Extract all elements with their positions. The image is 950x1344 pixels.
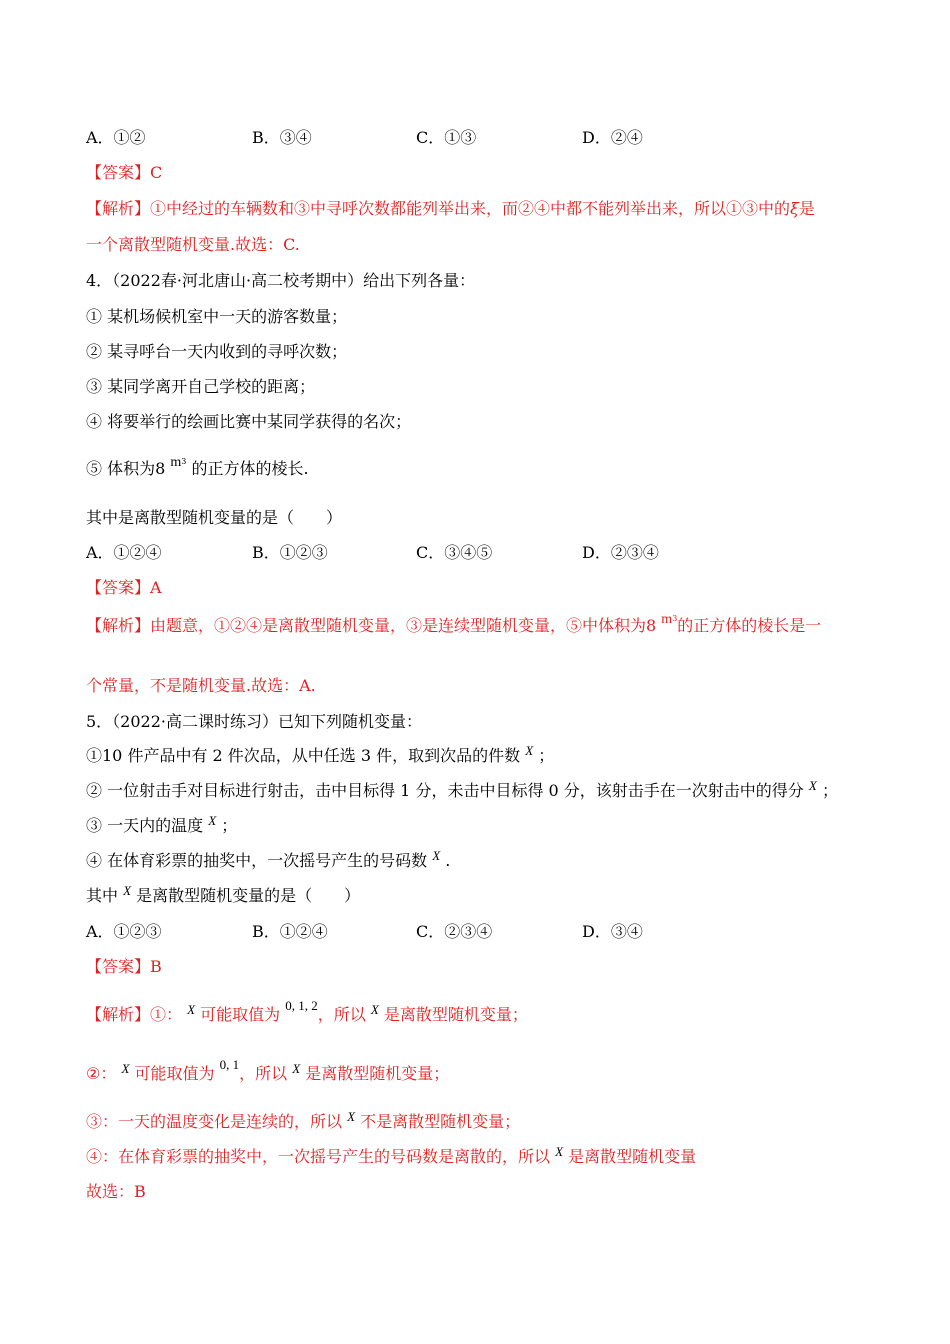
- q5-answer: 【答案】B: [86, 957, 162, 976]
- q4-analysis-line2: 个常量，不是随机变量.故选：A.: [86, 676, 316, 695]
- q5-conclusion: 故选：B: [86, 1182, 146, 1201]
- q4-option-c: C．③④⑤: [416, 543, 493, 562]
- q4-item-2: ② 某寻呼台一天内收到的寻呼次数；: [86, 342, 348, 361]
- q4-item-4: ④ 将要举行的绘画比赛中某同学获得的名次；: [86, 412, 412, 431]
- var-x: X: [808, 778, 817, 793]
- q3-analysis-text: 【解析】①中经过的车辆数和③中寻呼次数都能列举出来，而②④中都不能列举出来，所以①③中的: [86, 199, 791, 218]
- q4-item5-unit: m: [170, 455, 182, 470]
- q4-analysis-exp: 3: [672, 614, 678, 623]
- q5-a2-pre: ②：: [86, 1064, 117, 1083]
- q4-analysis-line1: [86, 612, 822, 640]
- q4-item5-post: 的正方体的棱长.: [191, 459, 309, 478]
- q5-question-post: 是离散型随机变量的是（ ）: [136, 886, 361, 905]
- q4-item-1: ① 某机场候机室中一天的游客数量；: [86, 307, 348, 326]
- q5-a4-post: 是离散型随机变量: [568, 1147, 697, 1166]
- q3-analysis-line2: 一个离散型随机变量.故选：C.: [86, 235, 300, 254]
- q5-a1-pre: 【解析】①：: [86, 1005, 183, 1024]
- q4-stem: 4．（2022春·河北唐山·高二校考期中）给出下列各量：: [86, 271, 476, 290]
- q5-item-2: [86, 780, 838, 803]
- q4-answer: 【答案】A: [86, 578, 162, 597]
- q5-analysis-4: [86, 1146, 696, 1169]
- q5-analysis-3: [86, 1111, 520, 1134]
- q5-item-1: [86, 745, 554, 768]
- q5-item3-text: ③ 一天内的温度: [86, 816, 204, 835]
- q5-item-3: [86, 815, 237, 838]
- q4-question: 其中是离散型随机变量的是（ ）: [86, 508, 343, 527]
- q5-a1-values: 0, 1, 2: [285, 998, 318, 1013]
- q5-option-d: D．③④: [582, 922, 643, 941]
- q4-option-b: B．①②③: [252, 543, 328, 562]
- q4-option-a: A．①②④: [86, 543, 162, 562]
- q5-item4-text: ④ 在体育彩票的抽奖中，一次摇号产生的号码数: [86, 851, 428, 870]
- q3-option-a: A．①②: [86, 128, 146, 147]
- var-x: X: [187, 1002, 196, 1017]
- var-x: X: [208, 813, 217, 828]
- q5-a2-post: 是离散型随机变量；: [305, 1064, 450, 1083]
- q5-question-pre: 其中: [86, 886, 119, 905]
- var-x: X: [123, 883, 132, 898]
- var-x: X: [292, 1061, 301, 1076]
- xi-symbol: ξ: [790, 199, 799, 218]
- q5-item3-end: ；: [221, 816, 238, 835]
- q4-analysis-text: 【解析】由题意，①②④是离散型随机变量，③是连续型随机变量，⑤中体积为: [86, 616, 647, 635]
- q4-item-5: [86, 455, 309, 483]
- q5-question: [86, 885, 360, 908]
- var-x: X: [555, 1144, 564, 1159]
- var-x: X: [370, 1002, 379, 1017]
- q4-analysis-post: 的正方体的棱长是一: [677, 616, 822, 635]
- q4-item5-num: 8: [155, 459, 166, 478]
- q5-item2-end: ；: [821, 781, 838, 800]
- var-x: X: [347, 1109, 356, 1124]
- var-x: X: [121, 1061, 130, 1076]
- q5-a3-post: 不是离散型随机变量；: [360, 1112, 521, 1131]
- q5-item1-text: ①10 件产品中有 2 件次品，从中任选 3 件，取到次品的件数: [86, 746, 521, 765]
- q5-analysis-1: [86, 998, 528, 1027]
- q4-item-3: ③ 某同学离开自己学校的距离；: [86, 377, 316, 396]
- q5-option-b: B．①②④: [252, 922, 328, 941]
- q5-item1-end: ；: [538, 746, 555, 765]
- q3-option-c: C．①③: [416, 128, 477, 147]
- q3-option-d: D．②④: [582, 128, 643, 147]
- q5-a1-mid: 可能取值为: [200, 1005, 281, 1024]
- q5-item2-text: ② 一位射击手对目标进行射击，击中目标得 1 分，未击中目标得 0 分，该射击手在一次射击中的得分: [86, 781, 804, 800]
- q4-item5-exp: 3: [181, 457, 187, 466]
- q5-a1-mid2: ，所以: [317, 1005, 366, 1024]
- q3-option-b: B．③④: [252, 128, 312, 147]
- q4-analysis-unit: m: [661, 612, 673, 627]
- q5-a1-post: 是离散型随机变量；: [383, 1005, 528, 1024]
- var-x: X: [432, 848, 441, 863]
- q5-a2-mid: 可能取值为: [134, 1064, 215, 1083]
- q3-analysis-line1: [86, 198, 815, 220]
- q4-item5-text: ⑤ 体积为: [86, 459, 156, 478]
- q5-item4-end: .: [445, 851, 451, 870]
- q4-option-d: D．②③④: [582, 543, 659, 562]
- var-x: X: [525, 743, 534, 758]
- q3-analysis-end: 是: [798, 199, 815, 218]
- q4-analysis-num: 8: [646, 616, 657, 635]
- q5-a4-pre: ④：在体育彩票的抽奖中，一次摇号产生的号码数是离散的，所以: [86, 1147, 551, 1166]
- q5-a3-pre: ③：一天的温度变化是连续的，所以: [86, 1112, 343, 1131]
- q5-item-4: [86, 850, 450, 873]
- q3-answer: 【答案】C: [86, 163, 163, 182]
- q5-a2-mid2: ，所以: [239, 1064, 288, 1083]
- q5-a2-values: 0, 1: [219, 1057, 240, 1072]
- q5-option-c: C．②③④: [416, 922, 493, 941]
- q5-option-a: A．①②③: [86, 922, 162, 941]
- q5-stem: 5．（2022·高二课时练习）已知下列随机变量：: [86, 712, 422, 731]
- q5-analysis-2: [86, 1057, 450, 1086]
